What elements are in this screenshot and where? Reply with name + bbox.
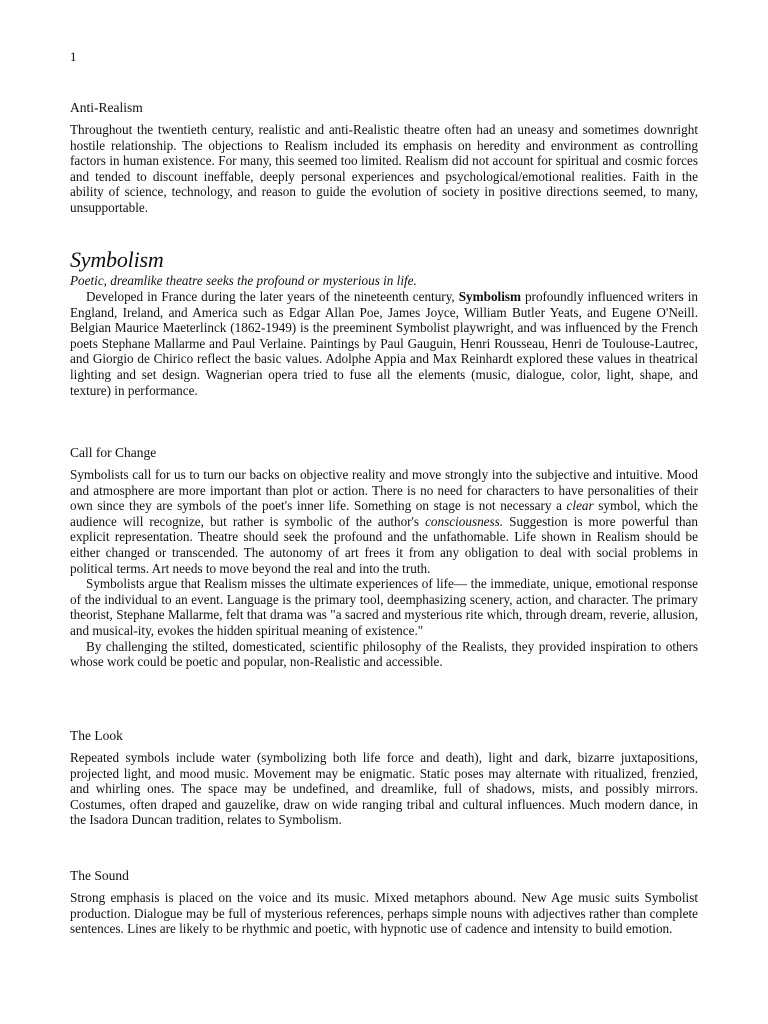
- emphasis-consciousness: consciousness.: [425, 513, 504, 529]
- paragraph-the-look: Repeated symbols include water (symbolizing both life force and death), light and dark, bizarre juxtapositions, projected light, and mood music. Movement may be enigmatic. Static poses may alternate with ritualized, frenzied, and whirling ones. The space may be undefined, and dreamlike, full of shadows, mists, and possibly mirrors. Costumes, often draped and gauzelike, draw on wide ranging tribal and cultural influences. Much modern dance, in the Isadora Duncan tradition, relates to Symbolism.: [70, 750, 698, 828]
- paragraph-symbolism: [70, 289, 698, 398]
- subtitle-symbolism: Poetic, dreamlike theatre seeks the profound or mysterious in life.: [70, 273, 417, 288]
- paragraph-call-for-change-1: [70, 467, 698, 576]
- section-the-look: [70, 728, 698, 828]
- paragraph-cfc-part-a: Symbolists call for us to turn our backs on objective reality and move strongly into the subjective and intuitive. Mood and atmosphere are more important than plot or action. There is no need for characters to have personalities of their own since they are symbols of the poet's inner life. Something on stage is not necessary a: [70, 467, 698, 514]
- section-anti-realism: [70, 100, 698, 216]
- paragraph-call-for-change-2: Symbolists argue that Realism misses the ultimate experiences of life— the immediate, unique, emotional response of the individual to an event. Language is the primary tool, deemphasizing scenery, action, and character. The primary theorist, Stephane Mallarme, felt that drama was "a sacred and mysterious rite which, through dream, reverie, allusion, and musical-ity, evokes the hidden spiritual meaning of existence.": [70, 576, 698, 638]
- emphasis-clear: clear: [566, 498, 594, 514]
- paragraph-anti-realism: Throughout the twentieth century, realistic and anti-Realistic theatre often had an uneasy and sometimes downright hostile relationship. The objections to Realism included its emphasis on heredity and environment as controlling factors in human existence. For many, this seemed too limited. Realism did not account for spiritual and cosmic forces and tended to discount ineffable, deeply personal experiences and psychological/emotional realities. Faith in the ability of science, technology, and reason to guide the evolution of society in positive directions seemed, to many, unsupportable.: [70, 122, 698, 215]
- term-symbolism: Symbolism: [458, 289, 521, 304]
- section-symbolism: [70, 247, 698, 398]
- heading-anti-realism: Anti-Realism: [70, 100, 143, 115]
- document-page: [70, 0, 698, 1024]
- heading-call-for-change: Call for Change: [70, 445, 157, 460]
- heading-the-sound: The Sound: [70, 868, 129, 883]
- paragraph-cfc-part-c: Suggestion is more powerful than explicit representation. Theatre should seek the profound and the unfathomable. Life shown in Realism should be either changed or transcended. The autonomy of art frees it from any obligation to deal with social problems in political terms. Art needs to move beyond the real and into the truth.: [70, 513, 698, 576]
- page-number: 1: [70, 49, 77, 64]
- paragraph-the-sound: Strong emphasis is placed on the voice and its music. Mixed metaphors abound. New Age music suits Symbolist production. Dialogue may be full of mysterious references, perhaps simple nouns with adjectives rather than complete sentences. Lines are likely to be rhythmic and poetic, with hypnotic use of cadence and intensity to build emotion.: [70, 890, 698, 937]
- paragraph-cfc-part-b: symbol, which the audience will recognize, but rather is symbolic of the author's: [70, 498, 698, 529]
- paragraph-symbolism-part-1: Developed in France during the later years of the nineteenth century,: [86, 289, 459, 304]
- title-symbolism: Symbolism: [70, 247, 164, 272]
- section-the-sound: [70, 868, 698, 937]
- paragraph-symbolism-part-2: profoundly influenced writers in England, Ireland, and America such as Edgar Allan Poe, James Joyce, William Butler Yeats, and Eugene O'Neill. Belgian Maurice Maeterlinck (1862-1949) is the preeminent Symbolist playwright, and was influenced by the French poets Stephane Mallarme and Paul Verlaine. Paintings by Paul Gauguin, Henri Rousseau, Henri de Toulouse-Lautrec, and Giorgio de Chirico reflect the basic values. Adolphe Appia and Max Reinhardt explored these values in theatrical lighting and set design. Wagnerian opera tried to fuse all the elements (music, dialogue, color, light, shape, and texture) in performance.: [70, 289, 699, 398]
- heading-the-look: The Look: [70, 728, 123, 743]
- section-call-for-change: [70, 445, 698, 670]
- paragraph-call-for-change-3: By challenging the stilted, domesticated, scientific philosophy of the Realists, they provided inspiration to others whose work could be poetic and popular, non-Realistic and accessible.: [70, 638, 698, 670]
